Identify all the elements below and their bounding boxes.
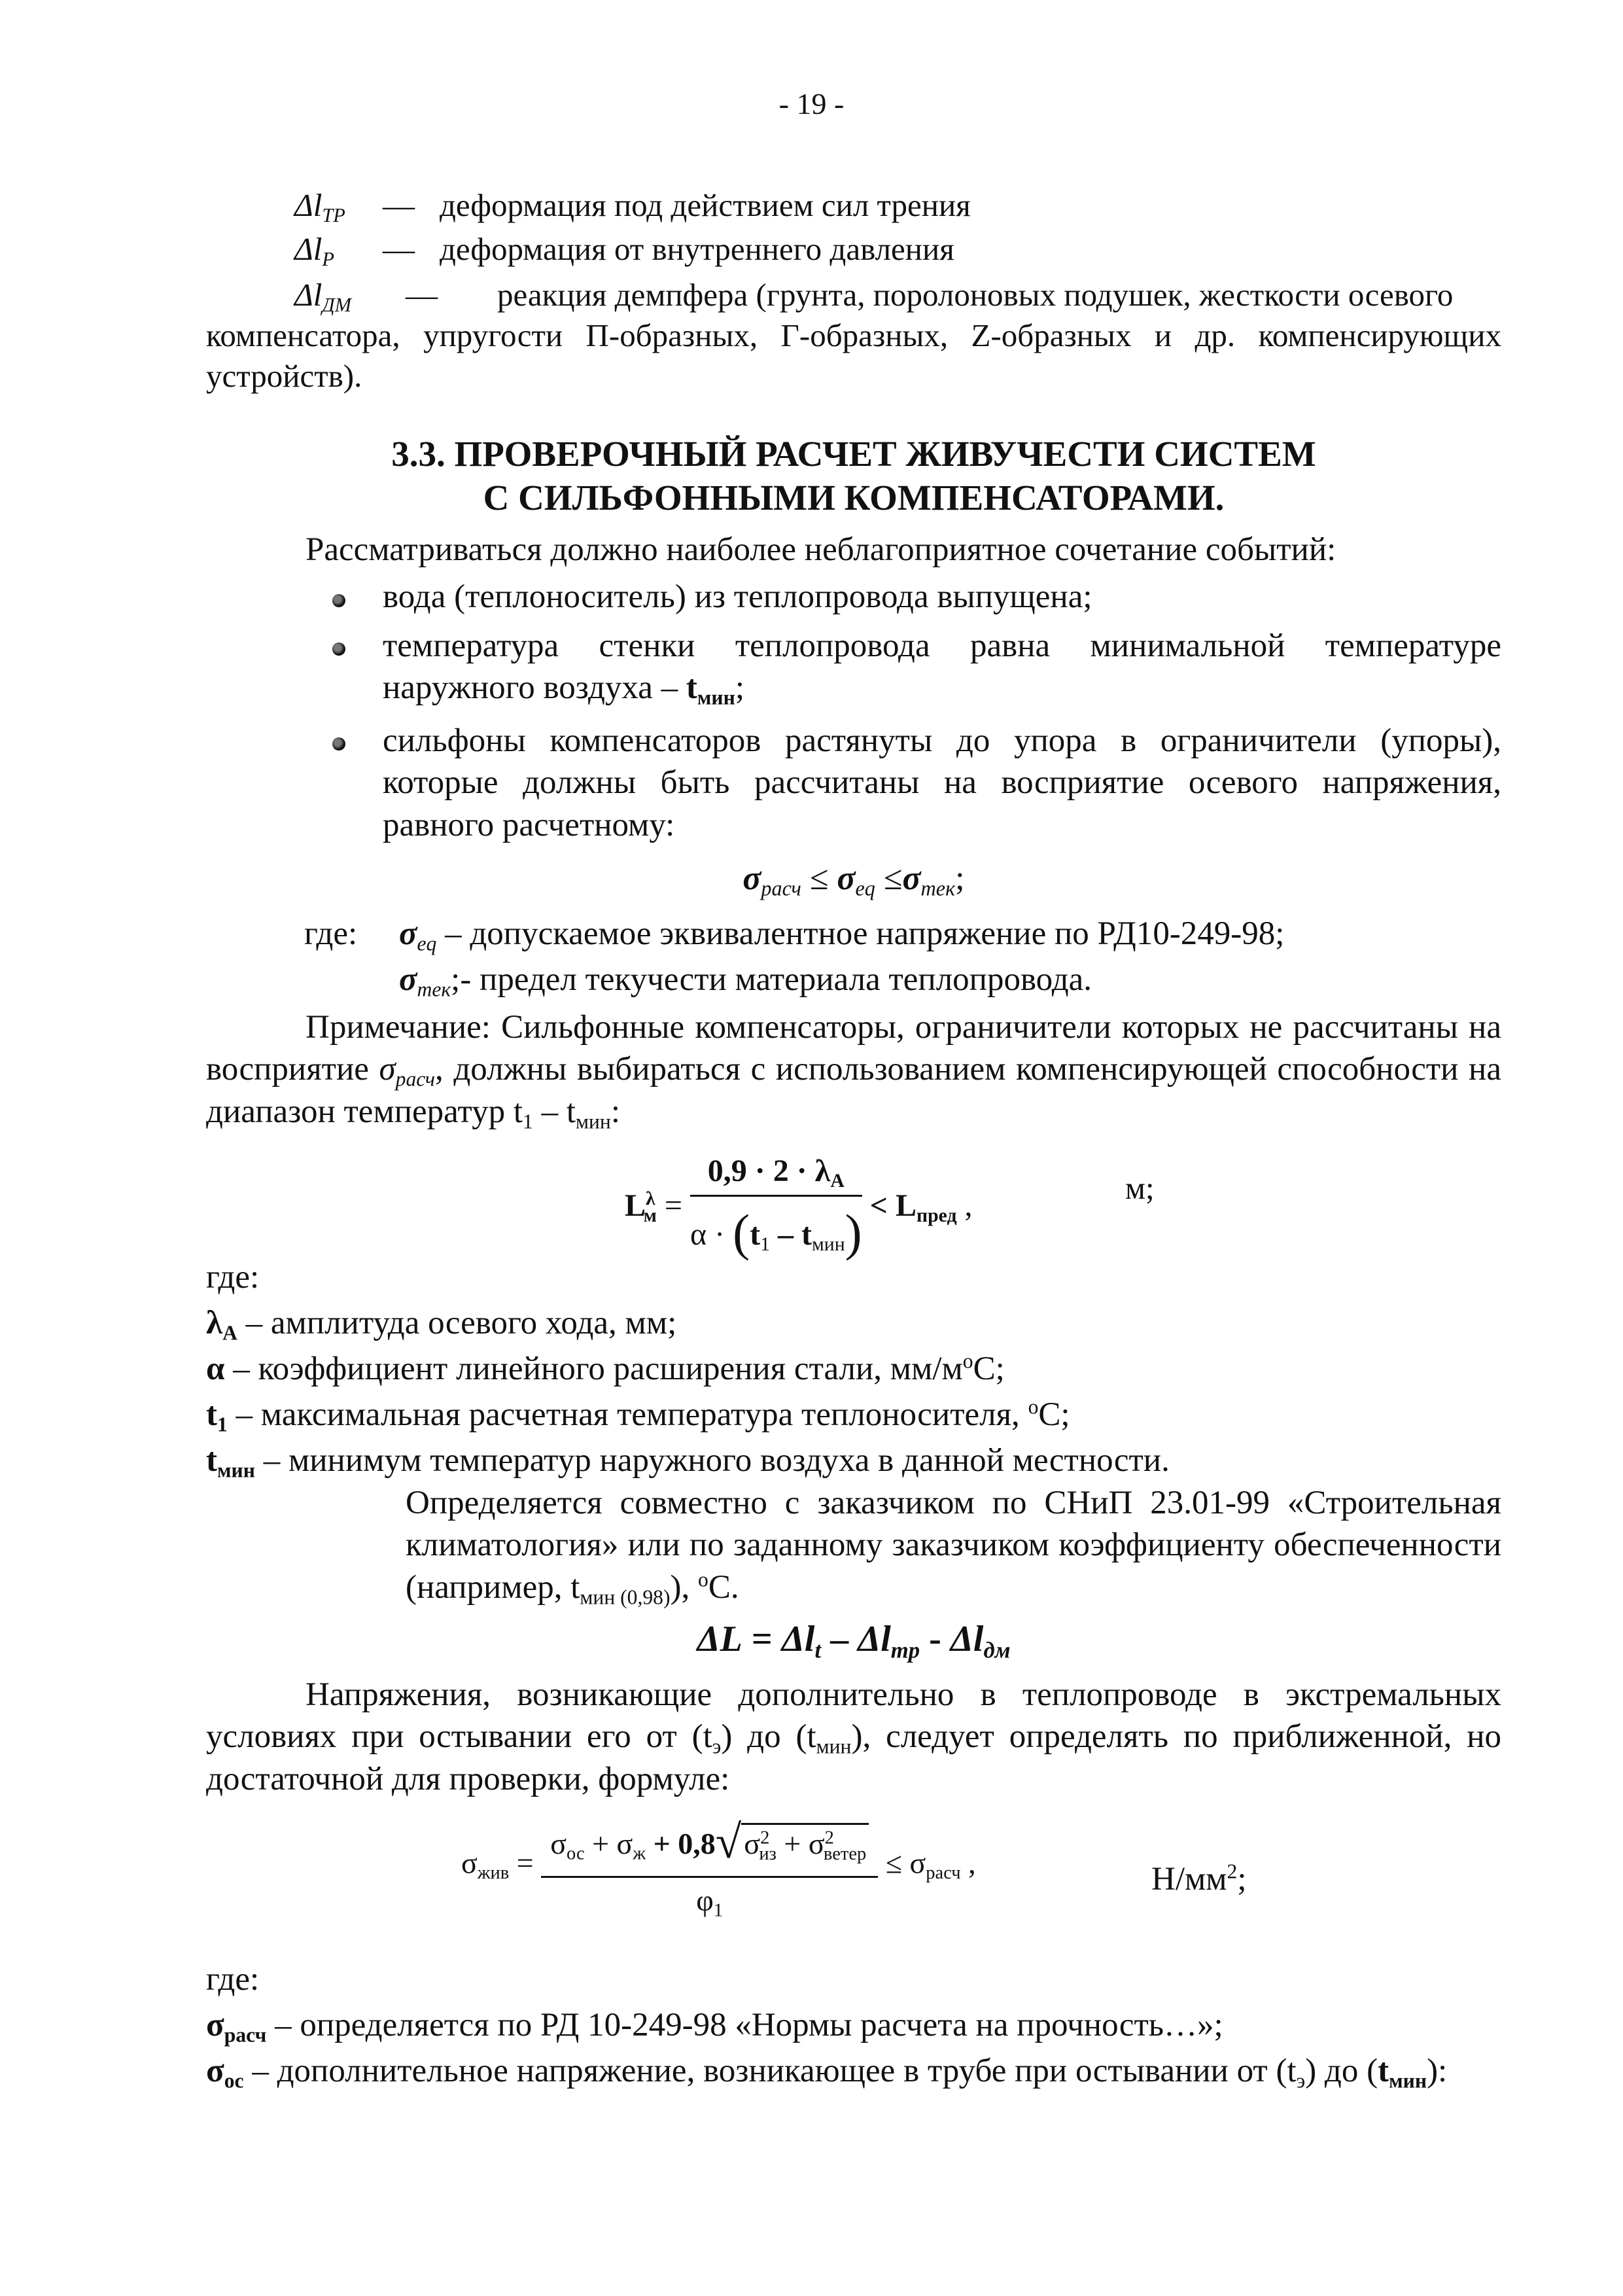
def-lambda: $\lambda_A$ – амплитуда осевого хода, мм; bbox=[206, 1305, 677, 1345]
formula-lm: $L^\lambda_м$ = $\frac{0,9 \cdot 2 \cdot \lambda_A}{\alpha \cdot (t_1 - t_{мин})}$ < $L_{пред}$ , bbox=[625, 1152, 973, 1265]
where-label: где: bbox=[304, 915, 358, 952]
bullet-icon bbox=[332, 737, 345, 751]
def-dl-p-dash: — bbox=[383, 231, 415, 267]
section-heading-line1: 3.3. ПРОВЕРОЧНЫЙ РАСЧЕТ ЖИВУЧЕСТИ СИСТЕМ bbox=[391, 434, 1316, 474]
bullet-3: сильфоны компенсаторов растянуты до упора в ограничители (упоры), которые должны быть рассчитаны на восприятие осевого напряжения, равного расчетному: bbox=[383, 722, 1501, 843]
inequality-sigma: $\sigma_{расч} \le \sigma_{eq} \le\sigma_{тек}$; bbox=[742, 860, 965, 900]
def-tmin-rest: Определяется совместно с заказчиком по СНиП 23.01-99 «Строительная климатология» или по заданному заказчиком коэффициенту обеспеченности (например, $t_{мин (0,98)}$), $^o$С. bbox=[406, 1485, 1501, 1608]
def-dl-dm-line2: компенсатора, упругости П-образных, Г-образных, Z-образных и др. компенсирующих устройств). bbox=[206, 317, 1501, 394]
def-alpha: α – коэффициент линейного расширения стали, $мм/м^oС$; bbox=[206, 1349, 1005, 1387]
intro-text: Рассматриваться должно наиболее неблагоприятное сочетание событий: bbox=[305, 531, 1336, 568]
def-t1: $t_1$ – максимальная расчетная температура теплоносителя, $^o$С; bbox=[206, 1395, 1070, 1436]
bullet-icon bbox=[332, 594, 345, 607]
stress-paragraph: Напряжения, возникающие дополнительно в теплопроводе в экстремальных условиях при остывании его от $(t_э)$ до $(t_{мин})$, следует определять по приближенной, но достаточной для проверки, формуле: bbox=[206, 1676, 1501, 1797]
bullet-icon bbox=[332, 643, 345, 656]
def-dl-tr-dash: — bbox=[383, 187, 415, 223]
bullet-2: температура стенки теплопровода равна минимальной температуре наружного воздуха – $t_{мин}$; bbox=[383, 627, 1501, 709]
def-sigma-eq: $\sigma_{eq}$ – допускаемое эквивалентное напряжение по РД10-249-98; bbox=[399, 915, 1285, 955]
def-dl-p-text: деформация от внутреннего давления bbox=[440, 231, 954, 267]
note-paragraph: Примечание: Сильфонные компенсаторы, ограничители которых не рассчитаны на восприятие $\sigma_{расч}$, должны выбираться с использованием компенсирующей способности на диапазон температур $t_1 - t_{мин}$: bbox=[206, 1009, 1501, 1133]
formula-lm-units: м; bbox=[1125, 1170, 1155, 1206]
def-dl-tr: $\Delta l_{ТР}$ bbox=[294, 187, 345, 227]
page-number: - 19 - bbox=[778, 87, 845, 120]
def-tmin-line1: $t_{мин}$ – минимум температур наружного воздуха в данной местности. bbox=[206, 1442, 1170, 1482]
def-dl-p: $\Delta l_Р$ bbox=[294, 231, 334, 271]
def-dl-tr-text: деформация под действием сил трения bbox=[440, 187, 971, 223]
def-dl-dm-line1: реакция демпфера (грунта, поролоновых подушек, жесткости осевого bbox=[497, 277, 1454, 313]
def-sigma-rasch: $\sigma_{расч}$ – определяется по РД 10-249-98 «Нормы расчета на прочность…»; bbox=[206, 2007, 1223, 2047]
formula-sigma-fraction: $\frac{\sigma_{ос} + \sigma_ж + 0,8√\sigma^2_{из} + \sigma^2_{ветер}}{\varphi_1}$ bbox=[541, 1812, 878, 1920]
where-label: где: bbox=[206, 1259, 260, 1296]
def-dl-dm-dash: — bbox=[406, 277, 438, 313]
section-heading-line2: С СИЛЬФОННЫМИ КОМПЕНСАТОРАМИ. bbox=[483, 478, 1225, 518]
def-sigma-os: $\sigma_{ос}$ – дополнительное напряжение, возникающее в трубе при остывании от $(t_э)$ до $(t_{мин})$: bbox=[206, 2053, 1448, 2093]
def-sigma-tek: $\sigma_{тек};-$ предел текучести материала теплопровода. bbox=[399, 961, 1092, 1001]
formula-sigma-zhiv: $\sigma_{жив}$ = $\frac{\sigma_{ос} + \sigma_ж + 0,8√\sigma^2_{из} + \sigma^2_{ветер}}{\varphi_1}$ ≤ $\sigma_{расч}$ , bbox=[461, 1812, 976, 1920]
bullet-1: вода (теплоноситель) из теплопровода выпущена; bbox=[383, 578, 1092, 615]
sqrt-symbol: $√\sigma^2_{из} + \sigma^2_{ветер}$ bbox=[716, 1812, 869, 1872]
formula-lm-fraction: $\frac{0,9 \cdot 2 \cdot \lambda_A}{\alpha \cdot (t_1 - t_{мин})}$ bbox=[690, 1152, 862, 1265]
def-dl-dm: $\Delta l_{ДМ}$ bbox=[294, 277, 352, 317]
formula-sigma-units: $Н/мм^2$; bbox=[1151, 1860, 1247, 1898]
where-label: где: bbox=[206, 1961, 260, 1998]
formula-delta-l: $\Delta L = \Delta l_t - \Delta l_{тр} - \Delta l_{дм}$ bbox=[697, 1619, 1011, 1663]
section-heading bbox=[206, 432, 1501, 520]
